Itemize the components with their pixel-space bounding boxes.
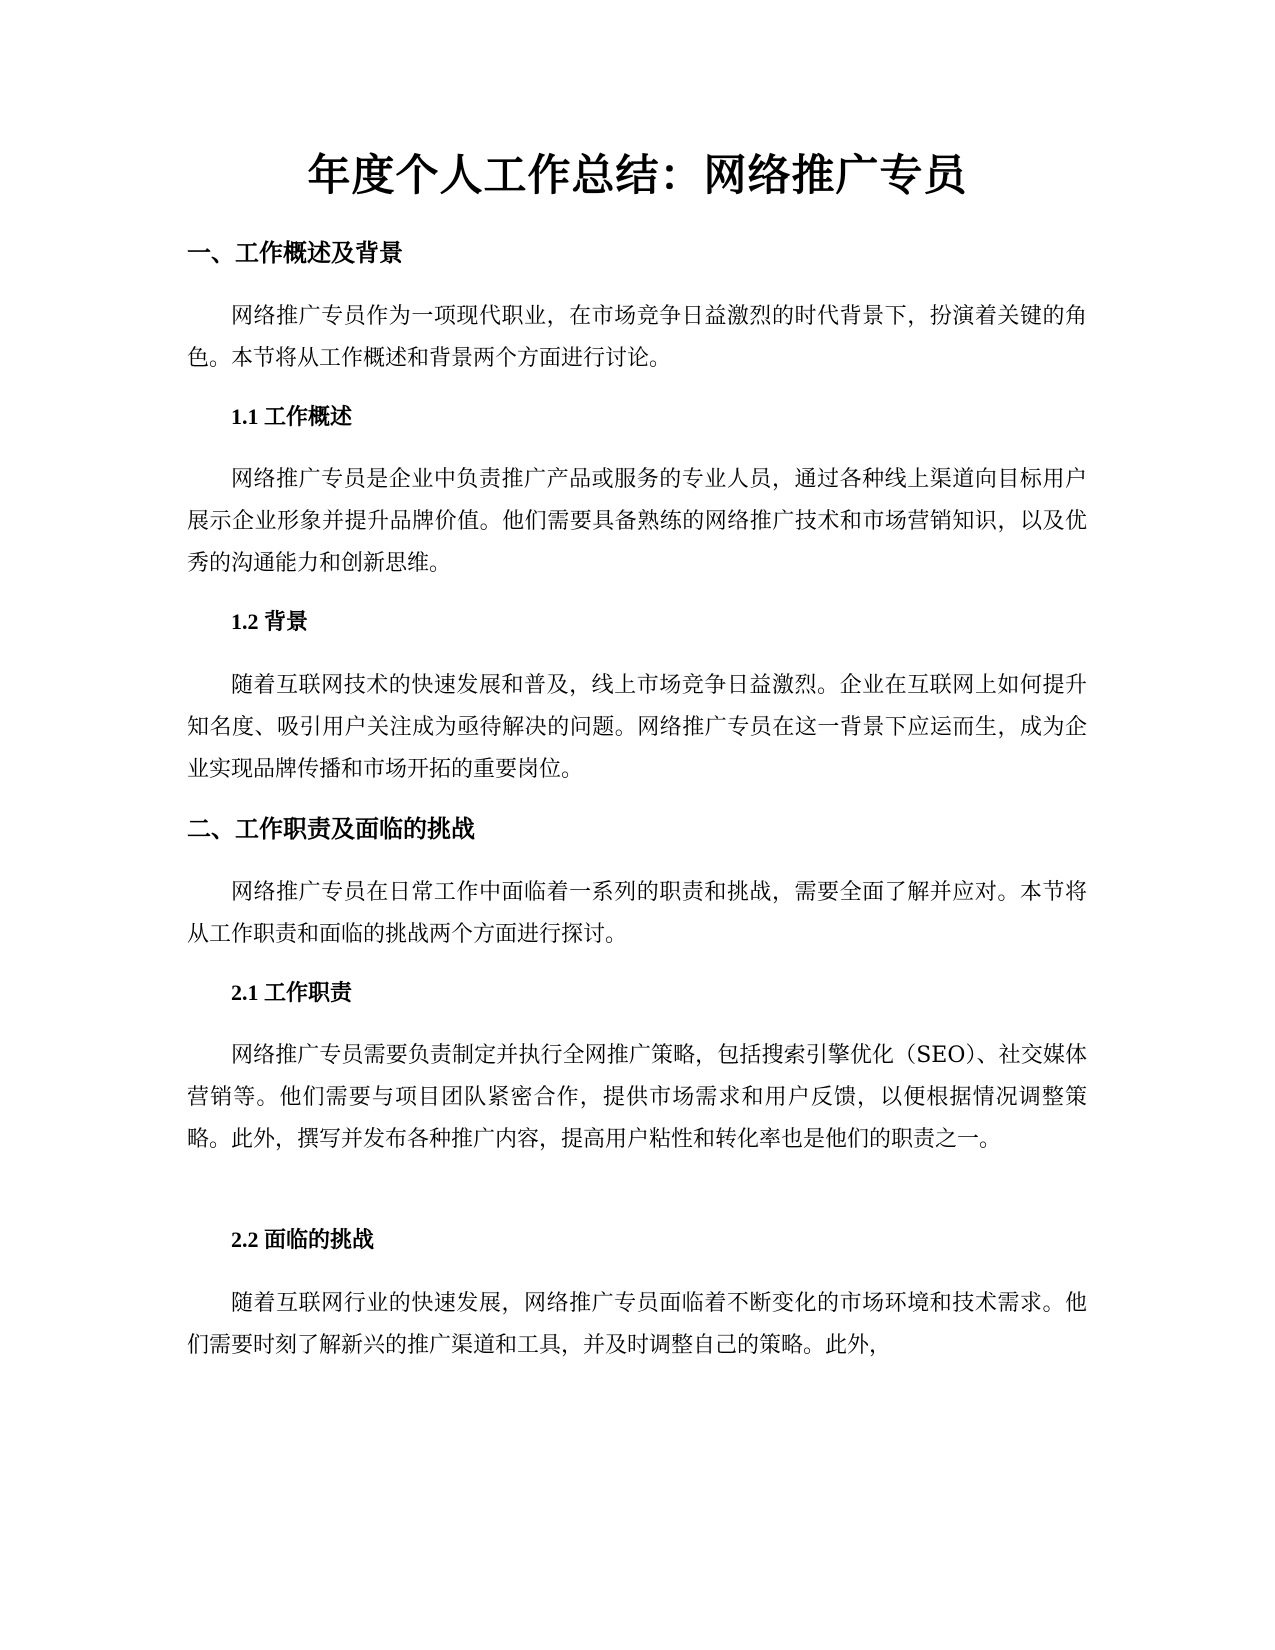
- section-intro: 网络推广专员作为一项现代职业，在市场竞争日益激烈的时代背景下，扮演着关键的角色。本节将从工作概述和背景两个方面进行讨论。: [187, 304, 1087, 371]
- subsection-heading: 2.2 面临的挑战: [231, 1227, 375, 1252]
- subsection-body: 网络推广专员是企业中负责推广产品或服务的专业人员，通过各种线上渠道向目标用户展示企业形象并提升品牌价值。他们需要具备熟练的网络推广技术和市场营销知识，以及优秀的沟通能力和创新思维。: [187, 467, 1087, 576]
- section-heading: 一、工作概述及背景: [187, 239, 403, 267]
- subsection-heading: 1.2 背景: [231, 609, 309, 634]
- subsection-body: 网络推广专员需要负责制定并执行全网推广策略，包括搜索引擎优化（SEO）、社交媒体营销等。他们需要与项目团队紧密合作，提供市场需求和用户反馈，以便根据情况调整策略。此外，撰写并发布各种推广内容，提高用户粘性和转化率也是他们的职责之一。: [187, 1043, 1087, 1152]
- subsection-heading: 1.1 工作概述: [231, 404, 353, 429]
- section-heading: 二、工作职责及面临的挑战: [187, 815, 475, 843]
- subsection-body: 随着互联网行业的快速发展，网络推广专员面临着不断变化的市场环境和技术需求。他们需要时刻了解新兴的推广渠道和工具，并及时调整自己的策略。此外，: [187, 1291, 1087, 1358]
- section-intro: 网络推广专员在日常工作中面临着一系列的职责和挑战，需要全面了解并应对。本节将从工作职责和面临的挑战两个方面进行探讨。: [187, 880, 1087, 947]
- subsection-body: 随着互联网技术的快速发展和普及，线上市场竞争日益激烈。企业在互联网上如何提升知名度、吸引用户关注成为亟待解决的问题。网络推广专员在这一背景下应运而生，成为企业实现品牌传播和市场开拓的重要岗位。: [187, 673, 1087, 782]
- subsection-heading: 2.1 工作职责: [231, 980, 353, 1005]
- document-title: 年度个人工作总结：网络推广专员: [307, 151, 968, 201]
